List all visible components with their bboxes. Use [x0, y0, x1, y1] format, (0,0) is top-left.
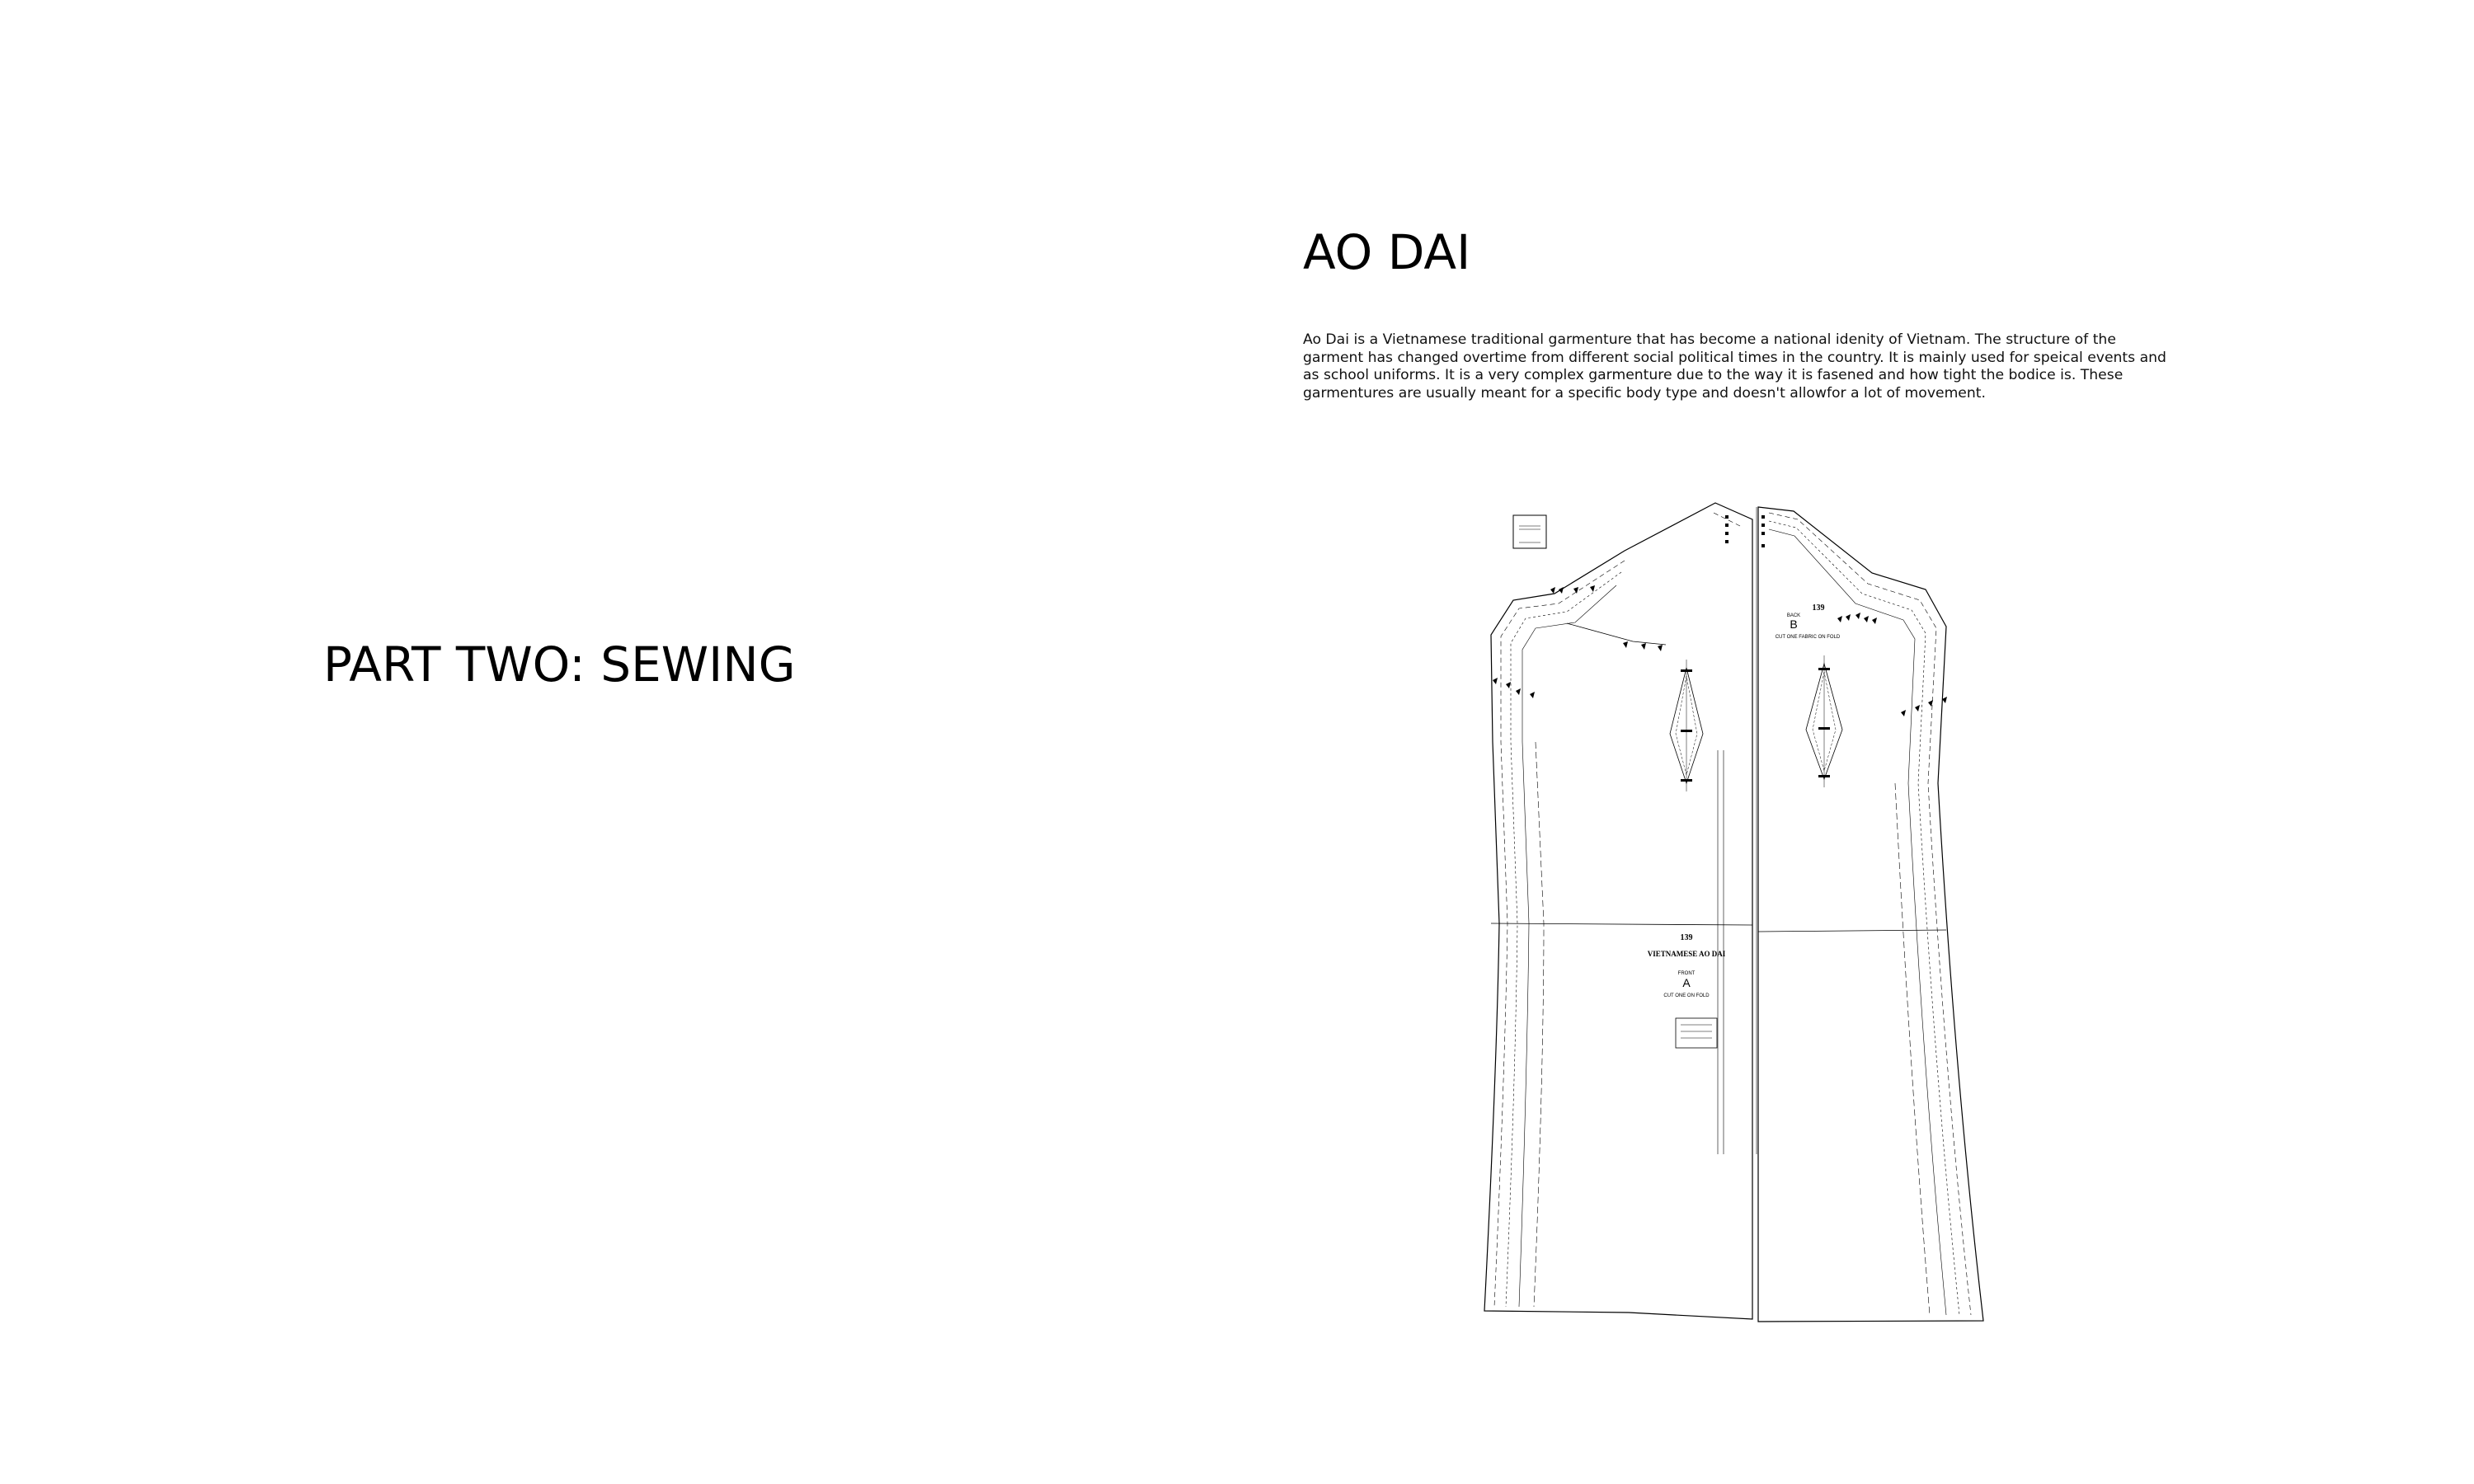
- page-title: AO DAI: [1303, 224, 1471, 280]
- front-cut-instruction: CUT ONE ON FOLD: [1663, 993, 1710, 998]
- front-piece-number: 139: [1680, 933, 1693, 942]
- back-cut-instruction: CUT ONE FABRIC ON FOLD: [1775, 635, 1841, 640]
- sewing-pattern-diagram: [1468, 495, 2012, 1336]
- description-paragraph: Ao Dai is a Vietnamese traditional garmenture that has become a national idenity of Vietnam. The structure of the garment has changed overtime from different social political times in the country. It is mainly used for speical events and as school uniforms. It is a very complex garmenture due to the way it is fasened and how tight the bodice is. These garmentures are usually meant for a specific body type and doesn't allowfor a lot of movement.: [1303, 331, 2166, 402]
- front-pattern-piece: [1484, 503, 1752, 1319]
- back-piece-letter: B: [1790, 618, 1798, 631]
- front-notch-markers: [1493, 515, 1729, 782]
- test-square: [1513, 515, 1546, 548]
- back-piece-number: 139: [1812, 603, 1825, 613]
- front-piece-name: VIETNAMESE AO DAI: [1647, 950, 1726, 958]
- front-piece-label: FRONT: [1677, 971, 1696, 976]
- back-piece-label: BACK: [1786, 613, 1801, 618]
- section-title: PART TWO: SEWING: [323, 636, 796, 693]
- back-notch-markers: [1761, 515, 1947, 777]
- front-piece-letter: A: [1682, 976, 1691, 989]
